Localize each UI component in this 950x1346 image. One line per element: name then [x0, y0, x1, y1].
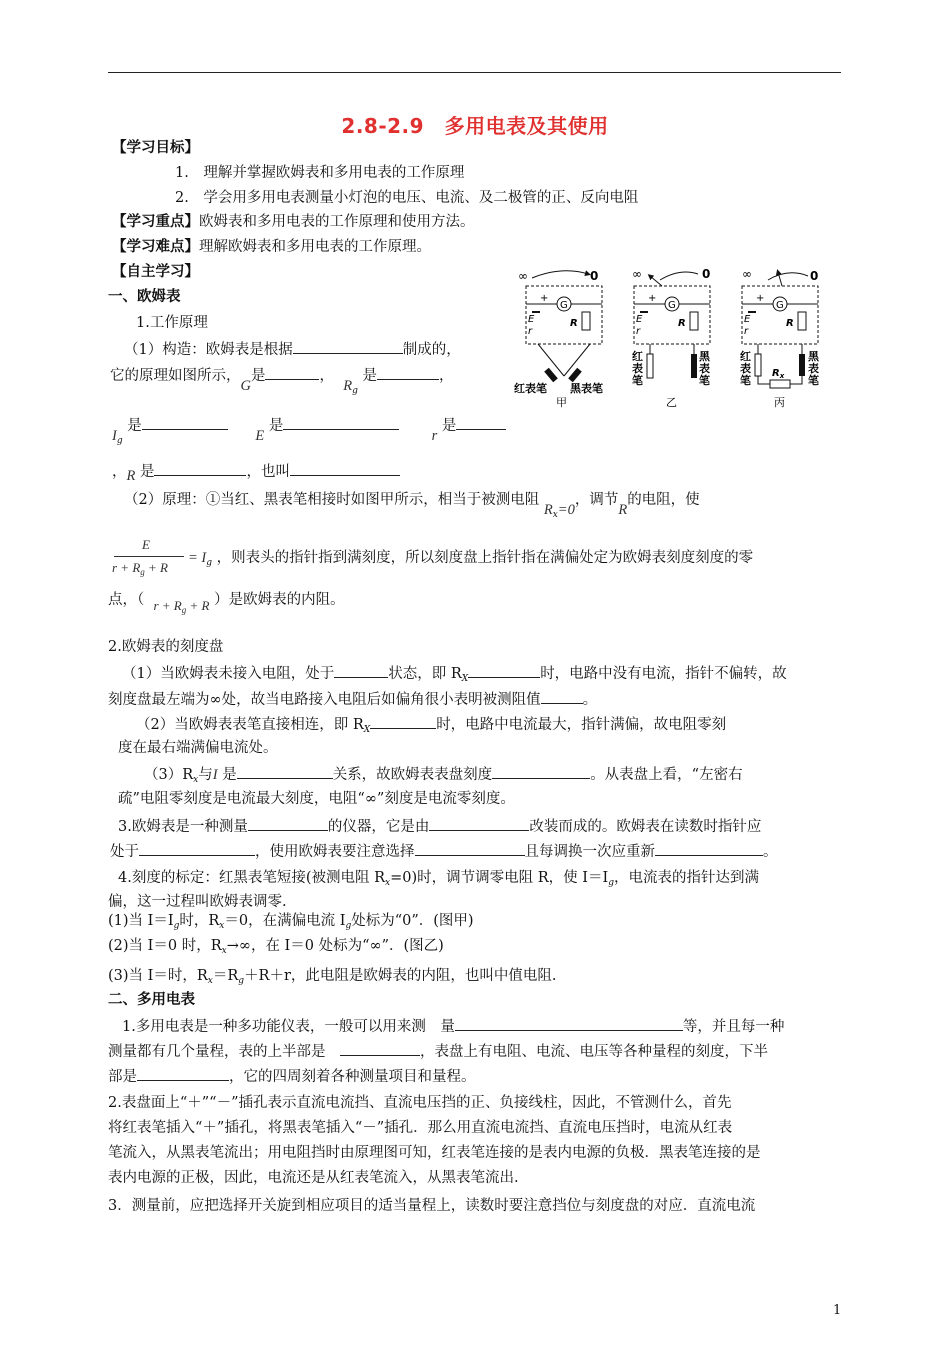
symbol-I: I	[212, 767, 218, 783]
symbol-G: G	[240, 378, 251, 394]
figure-label-jia: 甲	[556, 396, 567, 409]
black-probe-char: 笔	[699, 374, 710, 387]
dial-line	[144, 763, 743, 790]
fill-blank[interactable]	[237, 763, 333, 779]
fill-blank[interactable]	[265, 364, 319, 380]
multimeter-line	[108, 1065, 476, 1087]
dial-line: 疏”电阻零刻度是电流最大刻度，电阻“∞”刻度是电流零刻度。	[118, 791, 515, 807]
fraction-numerator: E	[142, 537, 150, 552]
fraction-formula	[112, 537, 187, 583]
galvanometer-label: G	[560, 300, 568, 311]
construction-line	[124, 338, 461, 360]
text: 部是	[108, 1069, 137, 1085]
dial-line	[122, 662, 787, 689]
principle-figure-line	[110, 364, 454, 396]
rheostat-icon	[690, 312, 698, 330]
text: (2)当 I＝0 时，R	[108, 938, 222, 954]
red-probe-char: 红	[632, 350, 643, 363]
plus-label: +	[648, 293, 657, 304]
internal-r-label: r	[528, 326, 533, 337]
subscript: x	[193, 775, 199, 785]
text: (3)当 I＝时，R	[108, 968, 208, 984]
galvanometer-label: G	[668, 300, 676, 311]
text: 时，电路中电流最大，指针满偏，故电阻零刻	[436, 717, 727, 733]
paragraph-line: 表内电源的正极，因此，电流还是从红表笔流入，从黑表笔流出.	[108, 1170, 519, 1186]
text: →∞，在 I＝0 处标为“∞”．(图乙)	[226, 938, 444, 954]
text: ，	[319, 368, 334, 384]
R-line	[112, 460, 400, 482]
symbol-Rx: R	[543, 502, 553, 518]
paragraph-line: 3．测量前，应把选择开关旋到相应项目的适当量程上，读数时要注意挡位与刻度盘的对应．直流电流	[108, 1198, 756, 1214]
calibration-line	[108, 966, 557, 991]
calibration-line	[108, 911, 474, 936]
red-probe-char: 红	[740, 350, 751, 363]
infinity-label: ∞	[742, 267, 752, 281]
rheostat-label: R	[678, 318, 686, 329]
text: 是	[268, 418, 284, 434]
text: 处标为“0”．(图甲)	[351, 913, 474, 929]
symbol-R: R	[618, 502, 628, 518]
text: 刻度盘最左端为∞处，故当电路接入电阻后如偏角很小表明被测阻值	[108, 692, 541, 708]
text: ＝0，在满偏电流 I	[224, 913, 346, 929]
text: 。	[582, 692, 598, 708]
subscript: g	[181, 605, 187, 615]
rheostat-label: R	[570, 318, 578, 329]
fill-blank[interactable]	[456, 414, 506, 430]
fraction-denominator	[112, 560, 168, 577]
plus-label: +	[540, 293, 549, 304]
red-probe-char: 表	[740, 362, 751, 375]
text: 且每调换一次应重新	[524, 844, 655, 860]
text: 与	[198, 767, 213, 783]
paragraph-line: 2.表盘面上“＋”“－”插孔表示直流电流挡、直流电压挡的正、负接线柱，因此，不管测什么，首先	[108, 1095, 732, 1111]
zero-label: 0	[702, 267, 711, 281]
text: 是	[250, 368, 266, 384]
text: ，表盘上有电阻、电流、电压等各种量程的刻度，下半	[420, 1044, 768, 1060]
black-probe-char: 表	[808, 362, 819, 375]
symbol-r: r	[431, 428, 438, 444]
ohmmeter-line	[118, 815, 761, 837]
black-probe-char: 笔	[808, 374, 819, 387]
zero-label: 0	[810, 269, 819, 283]
rheostat-label: R	[786, 318, 794, 329]
probe-icon	[691, 354, 697, 378]
text: （1）当欧姆表未接入电阻，处于	[122, 666, 335, 682]
text: ，使用欧姆表要注意选择	[255, 844, 415, 860]
fill-blank[interactable]	[377, 364, 439, 380]
text: (1)当 I＝I	[108, 913, 174, 929]
subscript: x	[221, 946, 227, 956]
red-probe-char: 笔	[740, 374, 751, 387]
subscript: x	[219, 921, 225, 931]
fill-blank[interactable]	[142, 414, 228, 430]
probe-icon	[647, 354, 653, 378]
equation: = I	[188, 550, 207, 566]
subscript: g	[352, 386, 358, 396]
key-label: 【学习重点】	[112, 213, 199, 230]
dial-line: 度在最右端满偏电流处。	[118, 740, 278, 756]
pointer	[650, 276, 662, 286]
text: ，电流表的指针达到满	[614, 870, 759, 886]
figure-label-yi: 乙	[666, 396, 677, 409]
subscript: x	[385, 878, 391, 888]
emf-label: E	[636, 314, 643, 325]
text: 是	[139, 464, 155, 480]
internal-r-label: r	[636, 326, 641, 337]
text: （2）原理：①当红、黑表笔相接时如图甲所示，相当于被测电阻	[124, 492, 540, 508]
text: 测量都有几个量程，表的上半部是	[108, 1044, 340, 1060]
subscript: g	[608, 878, 614, 888]
black-probe-char: 黑	[699, 350, 710, 363]
fill-blank[interactable]	[283, 414, 399, 430]
circuit-bing	[740, 267, 820, 409]
ohmmeter-line	[110, 840, 778, 862]
fill-blank[interactable]	[137, 1065, 229, 1081]
paragraph-line: 笔流入，从黑表笔流出；用电阻挡时由原理图可知，红表笔连接的是表内电源的负极．黑表笔连接的是	[108, 1145, 761, 1161]
symbol-R: R	[343, 378, 353, 394]
emf-label: E	[528, 314, 535, 325]
text: ，则表头的指针指到满刻度，所以刻度盘上指针指在满偏处定为欧姆表刻度刻度的零	[216, 550, 754, 566]
meter-box	[634, 286, 710, 344]
subscript: g	[173, 921, 180, 931]
black-probe-label: 黑表笔	[570, 382, 603, 395]
fill-blank[interactable]	[340, 1040, 420, 1056]
text: 等，并且每一种	[682, 1019, 785, 1035]
text: =0)时，调节调零电阻 R，使 I＝I	[390, 870, 609, 886]
symbol-R: R	[126, 468, 136, 484]
subscript: g	[345, 921, 352, 931]
rheostat-icon	[798, 312, 806, 330]
text: 关系，故欧姆表表盘刻度	[332, 767, 493, 783]
text: （3）R	[144, 767, 194, 783]
difficulty-label: 【学习难点】	[112, 238, 199, 255]
fill-blank[interactable]	[541, 688, 583, 704]
calibration-line	[108, 936, 444, 961]
page-title: 2.8-2.9 多用电表及其使用	[341, 114, 609, 138]
key-points	[112, 212, 475, 232]
text: 是	[127, 418, 142, 434]
text: （1）构造：欧姆表是根据	[124, 342, 293, 358]
fill-blank[interactable]	[248, 815, 328, 831]
text: + R	[144, 560, 168, 575]
text: ）是欧姆表的内阻。	[214, 592, 345, 608]
red-probe-label: 红表笔	[514, 382, 547, 395]
ohmmeter-circuit-figure	[510, 264, 835, 414]
internal-r-label: r	[744, 326, 749, 337]
text: 它的原理如图所示，	[110, 368, 241, 384]
rx-label	[772, 368, 785, 380]
dial-arc	[660, 272, 698, 280]
black-probe-char: 表	[699, 362, 710, 375]
text: 的仪器，它是由	[327, 819, 430, 835]
fill-blank[interactable]	[290, 460, 400, 476]
text: ，	[112, 464, 127, 480]
text: 的电阻，使	[627, 492, 700, 508]
subscript: g	[206, 558, 213, 568]
fill-blank[interactable]	[370, 713, 436, 729]
fill-blank[interactable]	[154, 460, 246, 476]
text: R	[772, 368, 780, 379]
difficulty-text: 理解欧姆表和多用电表的工作原理。	[199, 239, 431, 255]
galvanometer-label: G	[776, 300, 784, 311]
probe-icon	[755, 354, 761, 376]
principle-line	[124, 490, 700, 520]
text: 处于	[110, 844, 139, 860]
subheading: 1.工作原理	[136, 315, 208, 331]
fill-blank[interactable]	[334, 662, 388, 678]
symbols-line	[112, 414, 506, 446]
fill-blank[interactable]	[293, 338, 403, 354]
calibration-line	[118, 868, 759, 893]
text: ，也叫	[246, 464, 290, 480]
probe-icon	[799, 354, 805, 376]
goal-item: 2. 学会用多用电表测量小灯泡的电压、电流、及二极管的正、反向电阻	[175, 190, 639, 206]
internal-resistance-line	[108, 590, 345, 614]
text: 时，R	[179, 913, 220, 929]
dial-arc	[768, 273, 808, 280]
fill-blank[interactable]	[655, 840, 763, 856]
fill-blank[interactable]	[455, 1015, 683, 1031]
top-rule	[108, 72, 841, 73]
text: r + R	[112, 560, 141, 575]
fill-blank[interactable]	[429, 815, 529, 831]
text: 是	[362, 368, 377, 384]
calibration-line: 偏，这一过程叫欧姆表调零.	[108, 894, 287, 910]
goals-label: 【学习目标】	[112, 139, 199, 156]
multimeter-line	[108, 1040, 768, 1062]
section-heading: 一、欧姆表	[108, 288, 181, 305]
dial-arc	[532, 271, 588, 278]
symbol-E: E	[255, 428, 265, 444]
dial-line	[108, 688, 597, 710]
fill-blank[interactable]	[468, 662, 540, 678]
subscript: X	[461, 674, 469, 684]
goal-item: 1. 理解并掌握欧姆表和多用电表的工作原理	[175, 165, 465, 181]
infinity-label: ∞	[518, 269, 528, 283]
text: ，它的四周刻着各种测量项目和量程。	[229, 1069, 476, 1085]
text: 。	[763, 844, 778, 860]
subscript: x	[779, 372, 785, 380]
black-probe-char: 黑	[808, 350, 819, 363]
key-text: 欧姆表和多用电表的工作原理和使用方法。	[199, 214, 475, 230]
fill-blank[interactable]	[415, 840, 525, 856]
page-number: 1	[833, 1303, 842, 1318]
plus-label: +	[756, 293, 765, 304]
text: 4.刻度的标定：红黑表笔短接(被测电阻 R	[118, 870, 386, 886]
text: ，	[438, 368, 454, 384]
test-resistor-icon	[770, 380, 790, 388]
text: （2）当欧姆表表笔直接相连，即 R	[136, 717, 364, 733]
infinity-label: ∞	[632, 267, 642, 281]
subheading: 2.欧姆表的刻度盘	[108, 639, 224, 655]
subscript: g	[238, 976, 245, 986]
expression	[153, 598, 209, 613]
text: ，调节	[574, 492, 619, 508]
subscript: X	[363, 725, 371, 735]
subscript: g	[116, 436, 123, 446]
probe-icon	[544, 368, 558, 383]
red-probe-char: 笔	[632, 374, 643, 387]
self-study-label: 【自主学习】	[112, 263, 199, 280]
fill-blank[interactable]	[492, 763, 590, 779]
circuit-jia	[514, 269, 603, 409]
text: 。从表盘上看，“左密右	[590, 767, 743, 783]
text: ＋R＋r，此电阻是欧姆表的内阻，也叫中值电阻.	[244, 968, 557, 984]
text: r + R	[153, 598, 182, 613]
zero-label: 0	[590, 269, 599, 283]
rheostat-icon	[582, 312, 590, 330]
text: 是	[441, 418, 457, 434]
fill-blank[interactable]	[139, 840, 255, 856]
fraction-bar	[114, 556, 184, 557]
text: 状态，即 R	[388, 666, 462, 682]
probe-icon	[568, 368, 582, 383]
text: 改装而成的。欧姆表在读数时指针应	[529, 819, 762, 835]
equation: =0	[557, 502, 575, 518]
text: 是	[222, 767, 237, 783]
subscript: x	[207, 976, 213, 986]
meter-box	[742, 286, 818, 344]
circuit-yi	[632, 267, 711, 409]
meter-box	[526, 286, 602, 344]
text: 制成的，	[402, 342, 461, 358]
subscript: x	[552, 510, 558, 520]
dial-line	[136, 713, 726, 740]
subscript: g	[140, 567, 145, 577]
paragraph-line: 将红表笔插入“＋”插孔，将黑表笔插入“－”插孔．那么用直流电流挡、直流电压挡时，电流从红表	[108, 1120, 733, 1136]
fraction-line	[188, 548, 753, 573]
text: 3.欧姆表是一种测量	[118, 819, 248, 835]
multimeter-line	[122, 1015, 784, 1037]
difficulty	[112, 237, 431, 257]
text: 点，（	[108, 592, 145, 608]
text: 1.多用电表是一种多功能仪表，一般可以用来测 量	[122, 1019, 455, 1035]
emf-label: E	[744, 314, 751, 325]
text: + R	[186, 598, 210, 613]
text: ＝R	[212, 968, 239, 984]
symbol-I: I	[112, 428, 117, 444]
figure-label-bing: 丙	[774, 396, 785, 409]
section-heading: 二、多用电表	[108, 991, 195, 1008]
red-probe-char: 表	[632, 362, 643, 375]
text: 时，电路中没有电流，指针不偏转，故	[540, 666, 787, 682]
